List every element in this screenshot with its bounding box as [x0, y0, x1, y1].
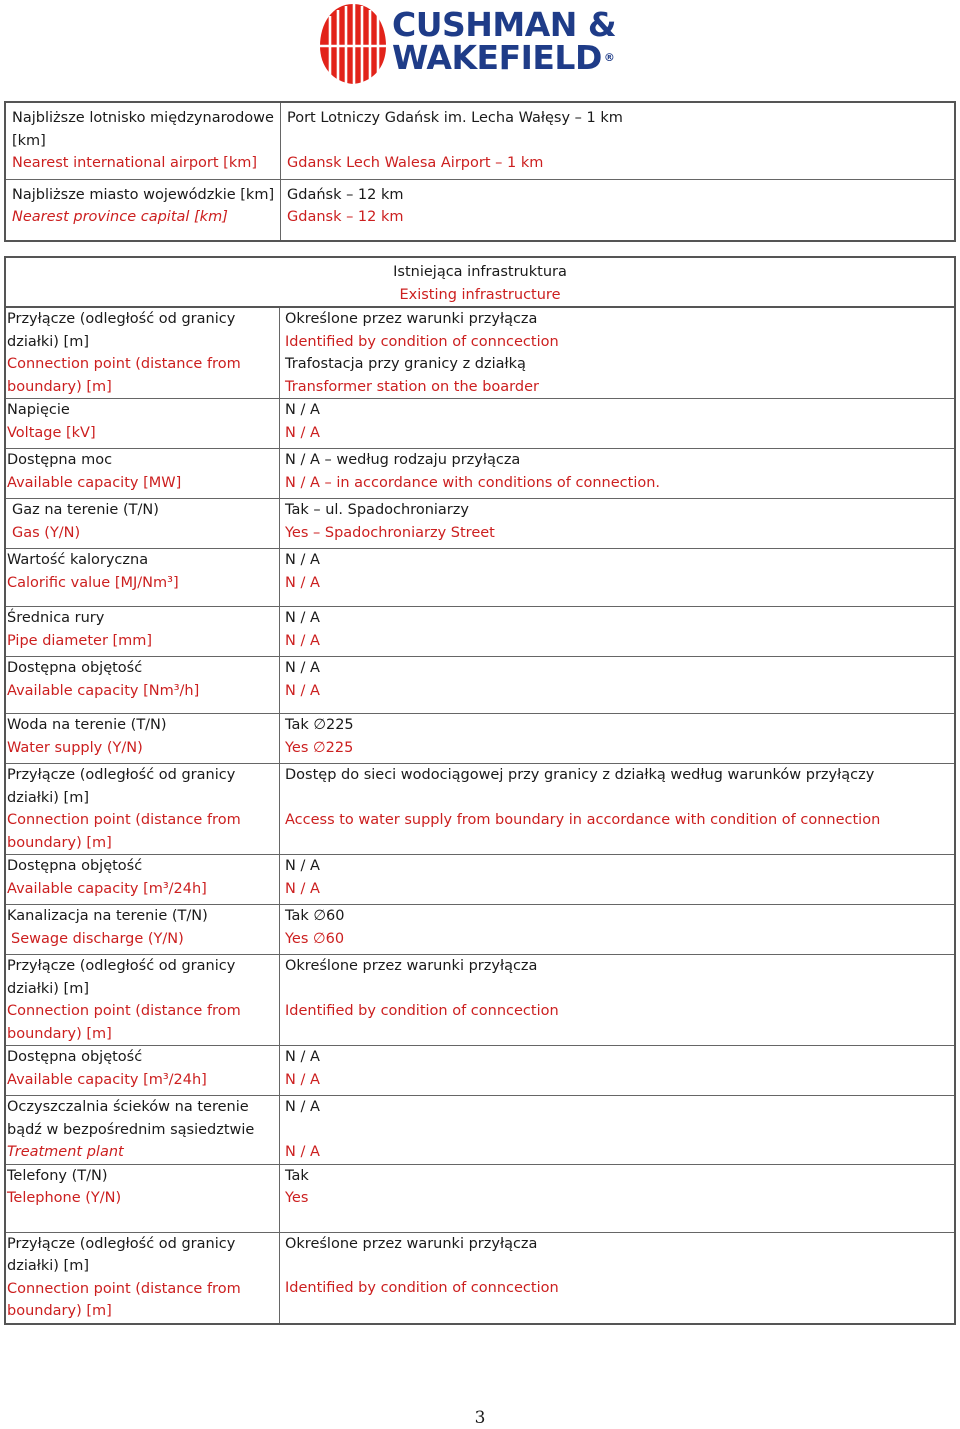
label-cell [5, 607, 280, 657]
value-cell [280, 657, 956, 714]
value-en: N / A – in accordance with conditions of connection. [285, 474, 661, 491]
table-row [5, 549, 955, 607]
value-cell [280, 607, 956, 657]
label-cell [5, 1096, 280, 1165]
label-cell [5, 1164, 280, 1232]
value-en: Gdansk Lech Walesa Airport – 1 km [287, 154, 544, 171]
cushman-wakefield-logo [318, 2, 648, 86]
value-cell [280, 1096, 956, 1165]
label-cell [5, 955, 280, 1046]
value-pl: N / A [285, 1049, 320, 1065]
table-header [5, 257, 955, 307]
value-cell [280, 1232, 956, 1324]
value-cell [280, 499, 956, 549]
label-pl: Dostępna objętość [7, 858, 143, 874]
table-row [5, 1164, 955, 1232]
header-en: Existing infrastructure [399, 286, 561, 303]
table-row [5, 764, 955, 855]
table-row [5, 499, 955, 549]
value-en-2: Transformer station on the boarder [285, 378, 539, 395]
label-en: Available capacity [m³/24h] [7, 880, 207, 897]
value-cell [280, 714, 956, 764]
value-pl: Tak [285, 1167, 309, 1184]
value-cell [280, 549, 956, 607]
value-pl: Tak – ul. Spadochroniarzy [285, 502, 469, 518]
label-pl: Oczyszczalnia ścieków na terenie bądź w bezpośrednim sąsiedztwie [7, 1099, 255, 1138]
label-cell [5, 1232, 280, 1324]
label-cell [5, 307, 280, 399]
value-pl: Określone przez warunki przyłącza [285, 958, 538, 974]
label-pl: Wartość kaloryczna [7, 552, 149, 568]
value-en: Access to water supply from boundary in accordance with condition of connection [285, 811, 881, 828]
value-cell [280, 1164, 956, 1232]
table-row [5, 1232, 955, 1324]
value-cell [280, 307, 956, 399]
label-en: Connection point (distance from boundary) [m] [7, 356, 241, 395]
label-pl: Dostępna objętość [7, 660, 143, 676]
label-en: Gas (Y/N) [12, 524, 81, 541]
label-cell [5, 764, 280, 855]
value-pl-2: Trafostacja przy granicy z działką [285, 356, 526, 372]
label-pl: Gaz na terenie (T/N) [12, 502, 159, 518]
value-en: N / A [285, 424, 320, 441]
infrastructure-table [4, 256, 956, 1325]
table-row [5, 714, 955, 764]
label-en: Voltage [kV] [7, 424, 96, 441]
value-cell [281, 102, 956, 179]
header-pl: Istniejąca infrastruktura [393, 264, 567, 280]
value-cell [280, 764, 956, 855]
label-cell [5, 449, 280, 499]
value-en: N / A [285, 574, 320, 591]
table-row [5, 102, 955, 179]
value-pl: Port Lotniczy Gdańsk im. Lecha Wałęsy – 1 km [287, 110, 623, 126]
value-cell [281, 179, 956, 241]
value-pl: Określone przez warunki przyłącza [285, 1235, 538, 1252]
label-en: Available capacity [MW] [7, 474, 182, 491]
page-number: 3 [474, 1408, 486, 1428]
table-row [5, 905, 955, 955]
table-row [5, 449, 955, 499]
label-pl: Przyłącze (odległość od granicy działki) [m] [7, 1235, 236, 1274]
value-en: Yes – Spadochroniarzy Street [285, 524, 495, 541]
label-cell [5, 549, 280, 607]
value-pl: Tak ∅225 [285, 717, 354, 733]
label-en: Telephone (Y/N) [7, 1190, 122, 1206]
label-pl: Przyłącze (odległość od granicy działki) [m] [7, 311, 236, 350]
value-pl: Określone przez warunki przyłącza [285, 311, 538, 327]
label-en: Connection point (distance from boundary) [m] [7, 812, 241, 851]
value-cell [280, 955, 956, 1046]
table-row [5, 399, 955, 449]
label-en: Available capacity [m³/24h] [7, 1071, 207, 1088]
table-row [5, 855, 955, 905]
label-cell [5, 399, 280, 449]
value-en: Yes [285, 1190, 309, 1206]
label-cell [5, 102, 281, 179]
label-en: Pipe diameter [mm] [7, 632, 153, 649]
value-en: Yes ∅225 [285, 739, 354, 756]
table-row [5, 657, 955, 714]
label-pl: Przyłącze (odległość od granicy działki) [m] [7, 958, 236, 997]
table-header-row [5, 257, 955, 307]
value-en: N / A [285, 880, 320, 897]
label-cell [5, 179, 281, 241]
value-pl: Tak ∅60 [285, 908, 345, 924]
value-pl: N / A [285, 858, 320, 874]
label-en: Nearest international airport [km] [12, 155, 258, 171]
value-en: N / A [285, 1143, 320, 1160]
label-cell [5, 657, 280, 714]
value-en: Identified by condition of conncection [285, 333, 559, 350]
value-pl: N / A [285, 610, 320, 626]
label-pl: Kanalizacja na terenie (T/N) [7, 908, 208, 924]
value-pl: Dostęp do sieci wodociągowej przy granicy z działką według warunków przyłączy [285, 767, 875, 783]
location-table [4, 101, 956, 242]
table-row [5, 179, 955, 241]
label-cell [5, 855, 280, 905]
value-en: Yes ∅60 [285, 930, 345, 947]
label-pl: Dostępna moc [7, 452, 113, 468]
value-pl: N / A [285, 552, 320, 568]
value-en: Gdansk – 12 km [287, 209, 404, 225]
label-pl: Napięcie [7, 402, 70, 418]
table-row [5, 955, 955, 1046]
label-pl: Dostępna objętość [7, 1049, 143, 1065]
label-cell [5, 905, 280, 955]
logo-globe-icon [318, 2, 388, 86]
label-en: Treatment plant [7, 1144, 124, 1160]
label-en: Water supply (Y/N) [7, 739, 143, 756]
value-en: Identified by condition of conncection [285, 1280, 559, 1296]
value-cell [280, 905, 956, 955]
value-pl: N / A [285, 402, 320, 418]
logo-wordmark: CUSHMAN & WAKEFIELD ® [392, 5, 617, 77]
label-pl: Woda na terenie (T/N) [7, 717, 167, 733]
value-pl: N / A [285, 1099, 320, 1115]
label-en: Nearest province capital [km] [12, 209, 228, 225]
value-cell [280, 855, 956, 905]
label-cell [5, 714, 280, 764]
value-pl: N / A [285, 660, 320, 676]
value-pl: Gdańsk – 12 km [287, 186, 404, 203]
value-pl: N / A – według rodzaju przyłącza [285, 452, 521, 468]
label-en: Connection point (distance from boundary) [m] [7, 1280, 241, 1319]
label-pl: Najbliższe lotnisko międzynarodowe [km] [12, 110, 274, 149]
table-row [5, 607, 955, 657]
table-row [5, 1096, 955, 1165]
value-en: Identified by condition of conncection [285, 1002, 559, 1019]
label-pl: Średnica rury [7, 610, 105, 626]
value-en: N / A [285, 1071, 320, 1088]
label-cell [5, 499, 280, 549]
label-pl: Najbliższe miasto wojewódzkie [km] [12, 186, 275, 203]
label-en: Calorific value [MJ/Nm³] [7, 574, 179, 591]
table-row [5, 1046, 955, 1096]
label-en: Connection point (distance from boundary) [m] [7, 1003, 241, 1042]
label-pl: Przyłącze (odległość od granicy działki) [m] [7, 767, 236, 806]
label-pl: Telefony (T/N) [7, 1167, 108, 1184]
label-cell [5, 1046, 280, 1096]
value-cell [280, 1046, 956, 1096]
table-row [5, 307, 955, 399]
value-cell [280, 449, 956, 499]
label-en: Available capacity [Nm³/h] [7, 682, 200, 699]
value-en: N / A [285, 682, 320, 699]
label-en: Sewage discharge (Y/N) [11, 930, 184, 947]
value-cell [280, 399, 956, 449]
value-en: N / A [285, 632, 320, 649]
